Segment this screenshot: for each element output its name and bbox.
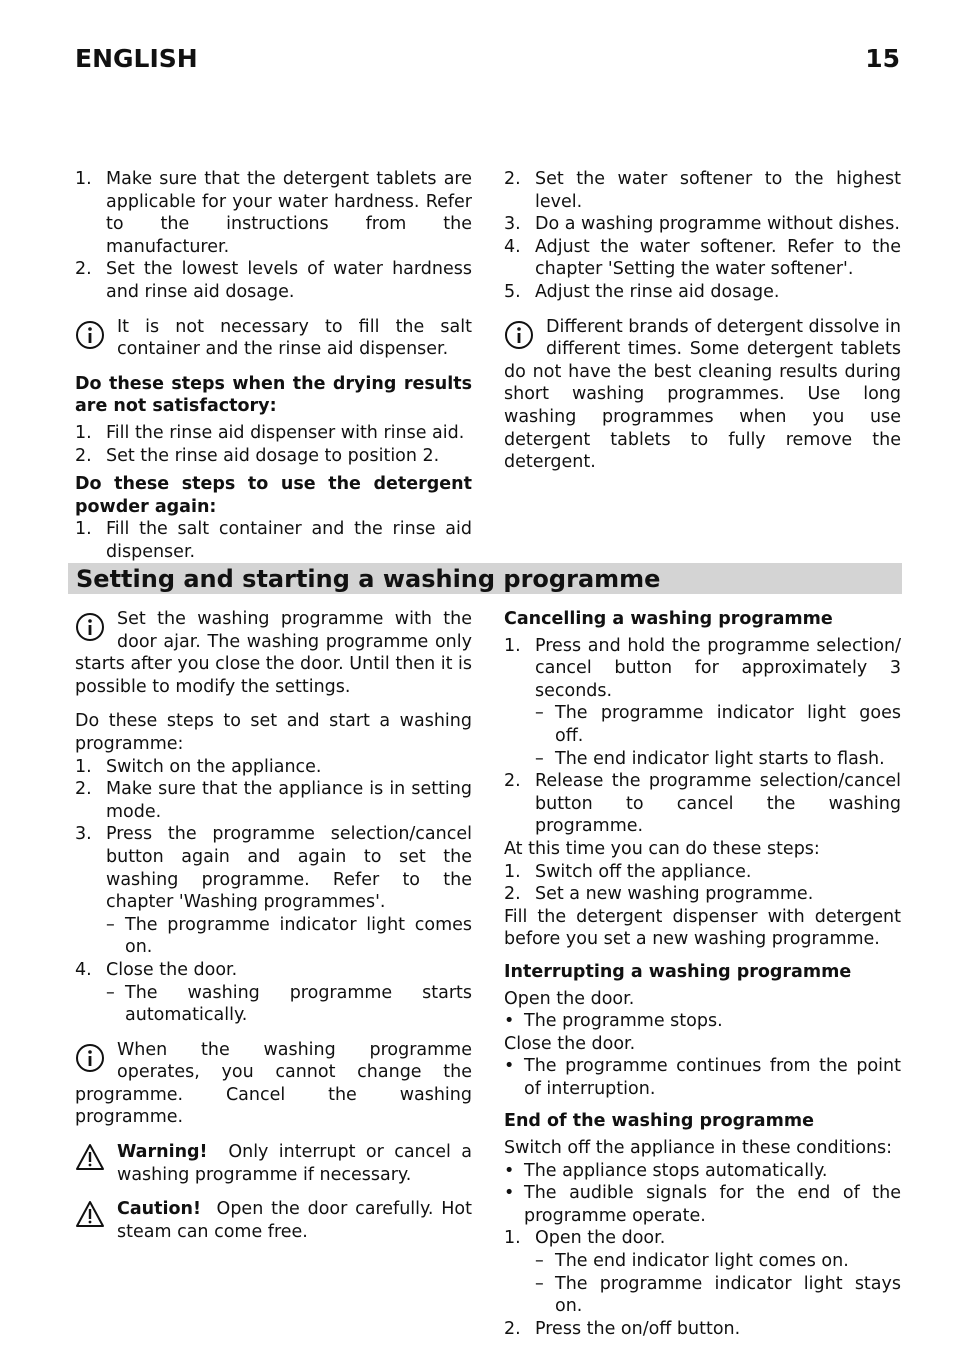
list-item: 1. Switch on the appliance. — [75, 756, 322, 777]
cancel-after-text: At this time you can do these steps: — [504, 838, 820, 859]
interrupt-open-text: Open the door. — [504, 988, 635, 1009]
list-item: 3. Do a washing programme without dishes. — [504, 214, 900, 235]
cancel-heading: Cancelling a washing programme — [504, 609, 833, 629]
list-item: 3. Press the programme selection/cancel button again and again to set the washing programme. Refer to the chapter 'Washing programmes'. — [75, 824, 472, 913]
info-note: Set the washing programme with the door ajar. The washing programme only starts after you close the door. Until then it is possible to modify the settings. — [75, 609, 472, 697]
section-title-banner — [68, 563, 902, 594]
cancel-fill-text: Fill the detergent dispenser with detergent before you set a new washing programme. — [504, 906, 901, 950]
powder-heading: Do these steps to use the detergent powder again: — [75, 474, 472, 517]
list-item: 4. Adjust the water softener. Refer to the chapter 'Setting the water softener'. — [504, 236, 901, 280]
language-label: ENGLISH — [75, 44, 198, 73]
list-item: 2. Set a new washing programme. — [504, 884, 814, 905]
caution-label: Caution! — [117, 1199, 201, 1220]
warning-label: Warning! — [117, 1142, 208, 1163]
list-item: 2. Set the lowest levels of water hardness and rinse aid dosage. — [75, 259, 472, 302]
warning-note: Warning! Only interrupt or cancel a washing programme if necessary. — [75, 1141, 472, 1186]
bottom-right-column — [504, 608, 901, 1340]
bullet-item: • The audible signals for the end of the programme operate. — [504, 1183, 901, 1226]
list-item: 1. Switch off the appliance. — [504, 861, 752, 882]
sub-list-item: – The programme indicator light goes off. — [535, 703, 901, 746]
list-item: 1. Press and hold the programme selection/ cancel button for approximately 3 seconds. — [504, 635, 901, 701]
list-item: 1. Make sure that the detergent tablets are applicable for your water hardness. Refer to the instructions from the manufacturer. — [75, 169, 472, 257]
top-left-column — [75, 168, 472, 564]
sub-list-item: – The end indicator light comes on. — [535, 1251, 849, 1272]
interrupt-heading: Interrupting a washing programme — [504, 961, 852, 982]
page-number: 15 — [865, 44, 900, 73]
list-item: 1. Open the door. — [504, 1228, 666, 1249]
info-note: Different brands of detergent dissolve in different times. Some detergent tablets do not have the best cleaning results during short washing programmes. Use long washing programmes when you use detergent tablets to fully remove the detergent. — [504, 316, 901, 473]
bullet-item: • The programme continues from the point of interruption. — [504, 1056, 901, 1099]
caution-note: Caution! Open the door carefully. Hot steam can come free. — [75, 1198, 472, 1243]
list-item: 2. Set the water softener to the highest level. — [504, 169, 901, 212]
warning-icon — [75, 1143, 105, 1171]
bullet-item: • The programme stops. — [504, 1011, 723, 1032]
bullet-item: • The appliance stops automatically. — [504, 1160, 828, 1181]
list-item: 1. Fill the salt container and the rinse aid dispenser. — [75, 519, 472, 562]
sub-list-item: – The programme indicator light comes on. — [106, 914, 472, 958]
info-icon — [75, 319, 107, 353]
end-heading: End of the washing programme — [504, 1111, 814, 1132]
section-title: Setting and starting a washing programme — [76, 565, 661, 593]
sub-list-item: – The washing programme starts automatically. — [106, 982, 472, 1026]
list-item: 2. Set the rinse aid dosage to position 2. — [75, 445, 440, 466]
list-item: 4. Close the door. — [75, 959, 238, 980]
list-item: 5. Adjust the rinse aid dosage. — [504, 281, 780, 302]
sub-list-item: – The end indicator light starts to flash. — [535, 748, 885, 769]
info-note: When the washing programme operates, you cannot change the programme. Cancel the washing programme. — [75, 1039, 472, 1128]
warning-icon — [75, 1200, 105, 1228]
list-item: 2. Release the programme selection/cancel button to cancel the washing programme. — [504, 771, 901, 837]
info-icon — [75, 1042, 107, 1076]
sub-list-item: – The programme indicator light stays on. — [535, 1273, 901, 1317]
info-icon — [504, 319, 536, 353]
list-item: 1. Fill the rinse aid dispenser with rinse aid. — [75, 422, 465, 443]
interrupt-close-text: Close the door. — [504, 1033, 636, 1054]
drying-heading: Do these steps when the drying results are not satisfactory: — [75, 373, 472, 417]
bottom-left-column — [75, 608, 472, 1243]
end-intro-text: Switch off the appliance in these conditions: — [504, 1138, 893, 1159]
info-note: It is not necessary to fill the salt container and the rinse aid dispenser. — [75, 316, 472, 361]
list-item: 2. Press the on/off button. — [504, 1318, 741, 1339]
top-right-column — [504, 168, 901, 474]
steps-intro: Do these steps to set and start a washing programme: — [75, 711, 472, 754]
list-item: 2. Make sure that the appliance is in setting mode. — [75, 779, 472, 822]
info-icon — [75, 611, 107, 645]
